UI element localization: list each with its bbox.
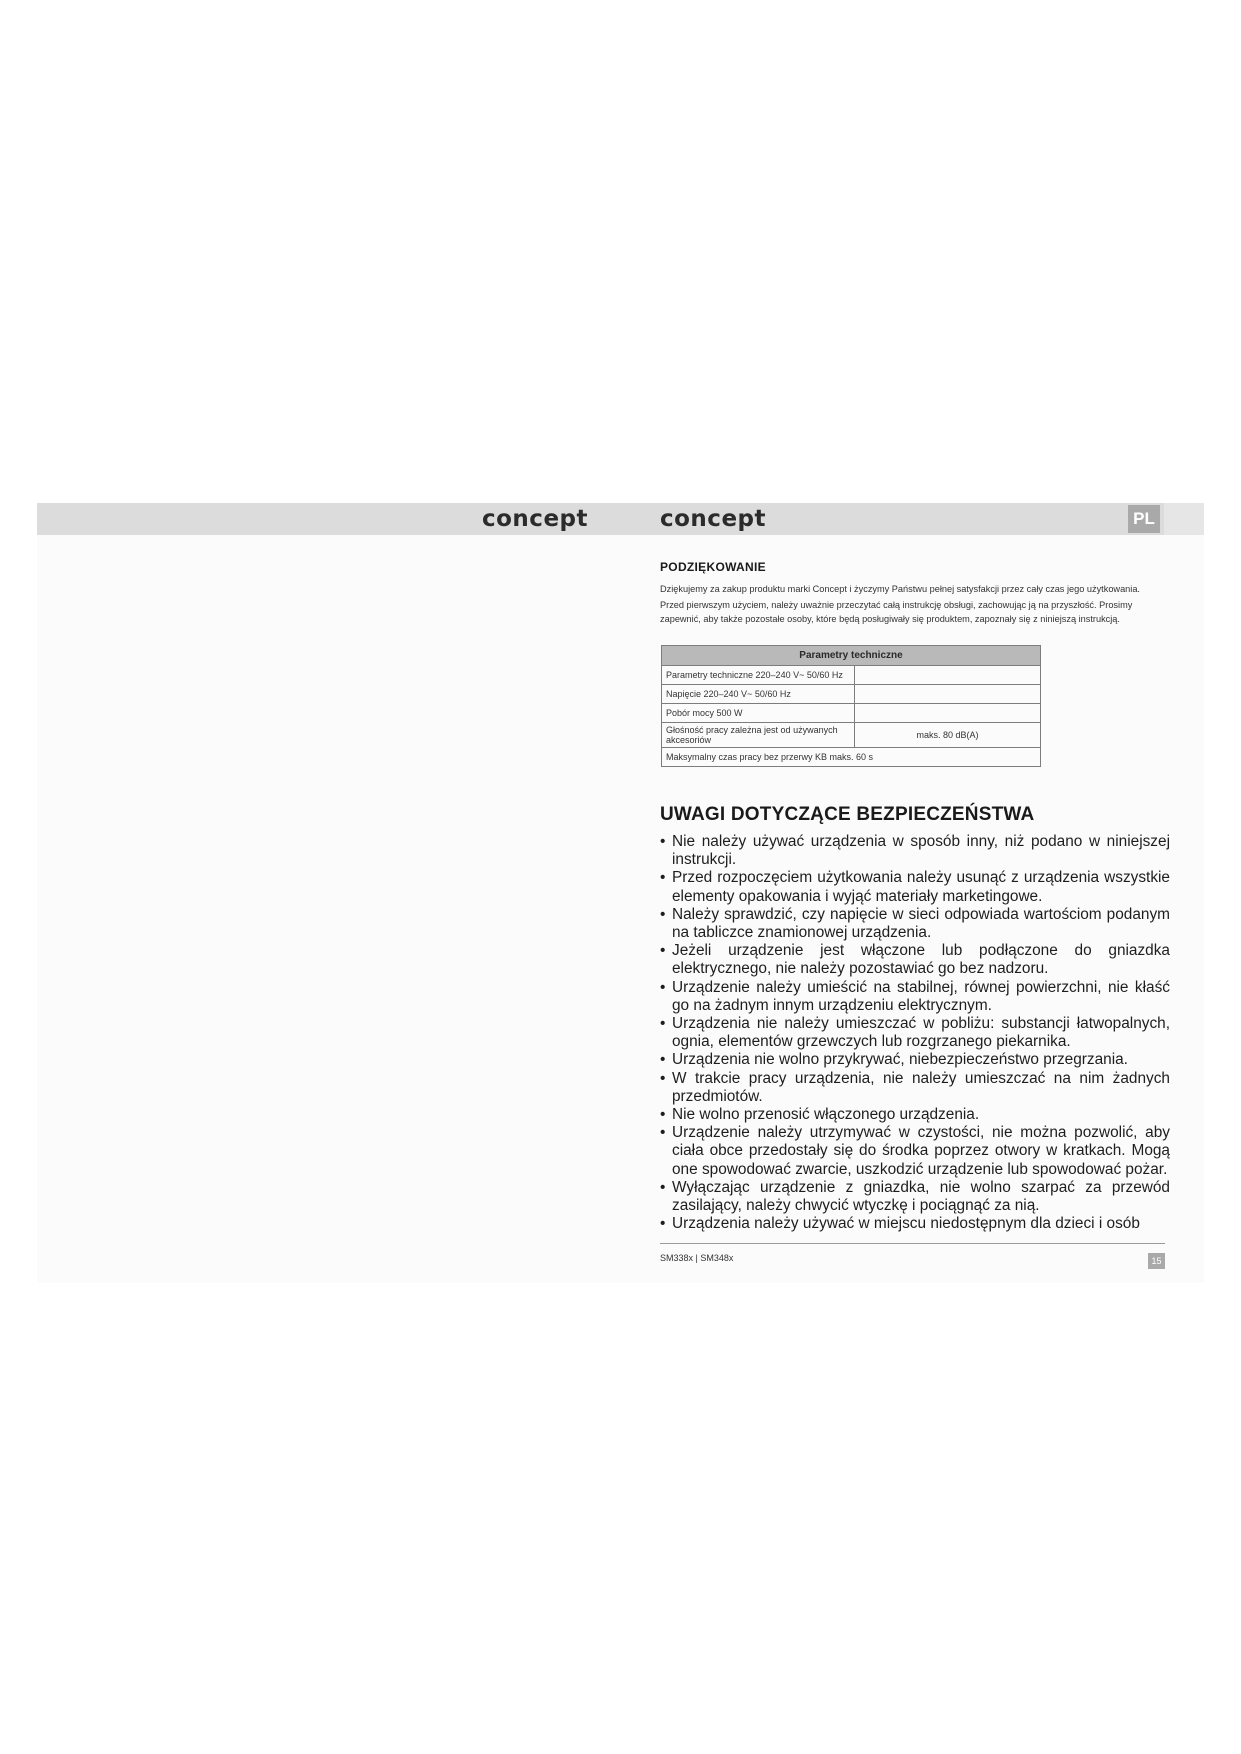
list-item: • Urządzenie należy umieścić na stabilnej, równej powierzchni, nie kłaść go na żadnym innym urządzeniu elektrycznym. (660, 978, 1170, 1014)
spec-value (855, 704, 1041, 723)
safety-list (660, 833, 1170, 1233)
brand-logo-right: concept (660, 506, 767, 532)
thanks-heading: PODZIĘKOWANIE (660, 560, 766, 574)
thanks-paragraph-2: Przed pierwszym użyciem, należy uważnie przeczytać całą instrukcję obsługi, zachowując ją na przyszłość. Prosimy zapewnić, aby także pozostałe osoby, które będą posługiwały się produktem, zapoznały się z niniejszą instrukcją. (660, 599, 1133, 624)
bullet-icon: • (660, 833, 666, 850)
header-band (37, 503, 1204, 535)
page-number: 15 (1148, 1253, 1165, 1269)
bullet-icon: • (660, 1051, 666, 1069)
spec-label: Napięcie 220–240 V~ 50/60 Hz (662, 685, 855, 704)
list-item: • Nie wolno przenosić włączonego urządzenia. (660, 1106, 980, 1124)
bullet-icon: • (660, 1106, 666, 1124)
header-end-block (1164, 503, 1204, 535)
bullet-icon: • (660, 1178, 666, 1196)
spec-label: Głośność pracy zależna jest od używanych akcesoriów (662, 723, 855, 748)
spec-table (661, 645, 1041, 767)
safety-heading: UWAGI DOTYCZĄCE BEZPIECZEŃSTWA (660, 804, 1035, 825)
bullet-icon: • (660, 1215, 666, 1233)
footer-divider (660, 1243, 1165, 1244)
list-item: • Urządzenia nie należy umieszczać w pobliżu: substancji łatwopalnych, ognia, elementów grzewczych lub rozgrzanego piekarnika. (660, 1015, 1170, 1051)
language-badge: PL (1128, 505, 1160, 533)
list-item: • Należy sprawdzić, czy napięcie w sieci odpowiada wartościom podanym na tabliczce znamionowej urządzenia. (660, 905, 1170, 942)
thanks-paragraph-1: Dziękujemy za zakup produktu marki Concept i życzymy Państwu pełnej satysfakcji przez cały czas jego użytkowania. (660, 584, 1140, 594)
table-row (662, 704, 1041, 723)
table-row (662, 748, 1041, 767)
list-item: • Wyłączając urządzenie z gniazdka, nie wolno szarpać za przewód zasilający, należy chwycić wtyczkę i pociągnąć za nią. (660, 1178, 1170, 1215)
bullet-icon: • (660, 869, 666, 887)
spec-label: Pobór mocy 500 W (662, 704, 855, 723)
table-row (662, 723, 1041, 748)
spec-value (855, 666, 1041, 685)
spec-value: maks. 80 dB(A) (855, 723, 1041, 748)
footer-model: SM338x | SM348x (660, 1253, 734, 1263)
list-item: • Jeżeli urządzenie jest włączone lub podłączone do gniazdka elektrycznego, nie należy pozostawiać go bez nadzoru. (660, 942, 1170, 978)
bullet-icon: • (660, 905, 666, 923)
list-item: • Urządzenia nie wolno przykrywać, niebezpieczeństwo przegrzania. (660, 1051, 1128, 1069)
bullet-icon: • (660, 1015, 666, 1033)
brand-logo-left: concept (482, 506, 589, 532)
thanks-text (660, 583, 1170, 628)
bullet-icon: • (660, 978, 666, 996)
spec-label-full: Maksymalny czas pracy bez przerwy KB maks. 60 s (662, 748, 1041, 767)
spec-table-title: Parametry techniczne (662, 646, 1041, 666)
bullet-icon: • (660, 942, 666, 960)
table-row (662, 666, 1041, 685)
spec-label: Parametry techniczne 220–240 V~ 50/60 Hz (662, 666, 855, 685)
list-item: • W trakcie pracy urządzenia, nie należy umieszczać na nim żadnych przedmiotów. (660, 1069, 1170, 1105)
list-item: • Przed rozpoczęciem użytkowania należy usunąć z urządzenia wszystkie elementy opakowania i wyjąć materiały marketingowe. (660, 869, 1170, 905)
list-item: • Urządzenia należy używać w miejscu niedostępnym dla dzieci i osób (660, 1215, 1140, 1233)
bullet-icon: • (660, 1124, 666, 1142)
spec-value (855, 685, 1041, 704)
bullet-icon: • (660, 1069, 666, 1087)
table-row (662, 685, 1041, 704)
list-item: • Urządzenie należy utrzymywać w czystości, nie można pozwolić, aby ciała obce przedostały się do środka poprzez otwory w kratkach. Mogą one spowodować zwarcie, uszkodzić urządzenie lub spowodować pożar. (660, 1124, 1170, 1178)
list-item: • Nie należy używać urządzenia w sposób inny, niż podano w niniejszej instrukcji. (660, 833, 1170, 869)
